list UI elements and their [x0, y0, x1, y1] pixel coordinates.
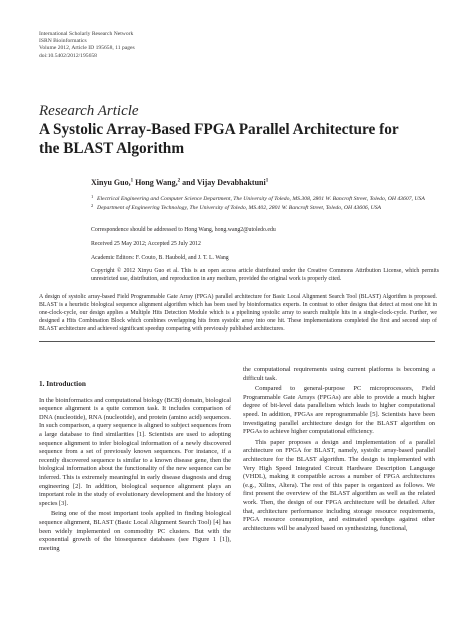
author-list: [91, 178, 268, 187]
author-affil-mark: 2: [177, 178, 181, 184]
journal-volume: Volume 2012, Article ID 195658, 11 pages: [39, 45, 135, 52]
author-name: Xinyu Guo,: [91, 178, 131, 187]
affiliation-mark: 1: [91, 194, 94, 199]
copyright-notice: Copyright © 2012 Xinyu Guo et al. This is an open access article distributed under the Creative Commons Attribution License, which permits unrestricted use, distribution, and reproduction in any medium, provided the original work is properly cited.: [91, 268, 439, 282]
author-affil-mark: 1: [265, 178, 269, 184]
body-column-right: [243, 366, 435, 533]
article-type: Research Article: [39, 103, 139, 119]
received-accepted-dates: Received 25 May 2012; Accepted 25 July 2012: [91, 241, 201, 247]
affiliation: [91, 204, 431, 212]
journal-info: [39, 31, 135, 60]
section-heading: 1. Introduction: [39, 379, 86, 388]
abstract: A design of systolic array-based Field Programmable Gate Array (FPGA) parallel architecture for Basic Local Alignment Search Tool (BLAST) Algorithm is proposed. BLAST is a heuristic biological sequence alignment algorithm which has been used by bioinformatics experts. In contrast to other designs that detect at most one hit in one-clock-cycle, our design applies a Multiple Hits Detection Module which is a pipelining systolic array to search multiple hits in a single-clock-cycle. Further, we designed a Hits Combination Block which combines overlapping hits from systolic array into one hit. These implementations completed the first and second step of BLAST architecture and achieved significant speedup comparing with previously published architectures.: [39, 294, 437, 332]
affiliation-mark: 2: [91, 203, 94, 208]
affiliation: [91, 195, 431, 203]
author-name: and Vijay Devabhaktuni: [182, 178, 266, 187]
journal-series: ISRN Bioinformatics: [39, 38, 87, 45]
journal-doi[interactable]: doi:10.5402/2012/195658: [39, 52, 97, 59]
author-affil-mark: 1: [130, 178, 134, 184]
abstract-divider: [39, 341, 435, 342]
paper-title: A Systolic Array-Based FPGA Parallel Architecture for the BLAST Algorithm: [39, 121, 399, 157]
academic-editors: Academic Editors: F. Couto, B. Haubold, and J. T. L. Wang: [91, 255, 229, 261]
body-paragraph: the computational requirements using current platforms is becoming a difficult task.: [243, 366, 435, 382]
affiliation-text: Electrical Engineering and Computer Science Department, The University of Toledo, MS.308, 2801 W. Bancroft Street, Toledo, OH 43607, USA: [97, 196, 425, 202]
correspondence: Correspondence should be addressed to Hong Wang, hong.wang2@utoledo.edu: [91, 227, 276, 233]
affiliations: [91, 195, 431, 213]
author-name: Hong Wang,: [135, 178, 178, 187]
journal-name: International Scholarly Research Network: [39, 31, 134, 37]
body-paragraph: Being one of the most important tools applied in finding biological sequence alignment, BLAST (Basic Local Alignment Search Tool) [4] has been widely implemented on commodity PC clusters. But with the exponential growth of the biosequence databases (see Figure 1 [1]), meeting: [39, 510, 231, 552]
body-paragraph: This paper proposes a design and implementation of a parallel architecture on FPGA for BLAST, namely, systolic array-based parallel architecture for the BLAST algorithm. The design is implemented with Very High Speed Integrated Circuit Hardware Description Language (VHDL), making it compatible across a number of FPGA architectures (e.g., Xilinx, Altera). The rest of this paper is organized as follows. We first present the overview of the BLAST algorithm as well as the related work. Then, the design of our FPGA architecture will be detailed. After that, architecture performance including storage resource requirements, FPGA resource consumption, and estimated speedups against other architectures will be analyzed based on synthesizing, functional,: [243, 438, 435, 532]
body-column-left: [39, 366, 231, 553]
body-paragraph: In the bioinformatics and computational biology (BCB) domain, biological sequence alignment is a quite common task. It includes comparison of DNA (nucleotide), RNA (nucleotide), and protein (amino acid) sequences. In such comparison, a query sequence is aligned to subject sequences from a large database to find similarities [1]. Scientists are used to adopting sequence alignment to infer biological information of a newly discovered sequence from a set of previously known sequences. For instance, if a recently discovered sequence is similar to a known disease gene, then the biological information about the functionality of the new sequence can be inferred. This is extremely meaningful in early disease diagnosis and drug engineering [2]. In addition, biological sequence alignment plays an important role in the study of evolutionary development and the history of species [3].: [39, 396, 231, 507]
affiliation-text: Department of Engineering Technology, The University of Toledo, MS.402, 2801 W. Bancroft Street, Toledo, OH 43606, USA: [97, 205, 382, 211]
body-paragraph: Compared to general-purpose PC microprocessors, Field Programmable Gate Arrays (FPGAs) are able to provide a much higher degree of bit-level data parallelism which leads to higher computational speed. In addition, FPGAs are reprogrammable [5]. Scientists have been investigating parallel architecture design for the BLAST algorithm on FPGAs to achieve higher computational efficiency.: [243, 385, 435, 436]
